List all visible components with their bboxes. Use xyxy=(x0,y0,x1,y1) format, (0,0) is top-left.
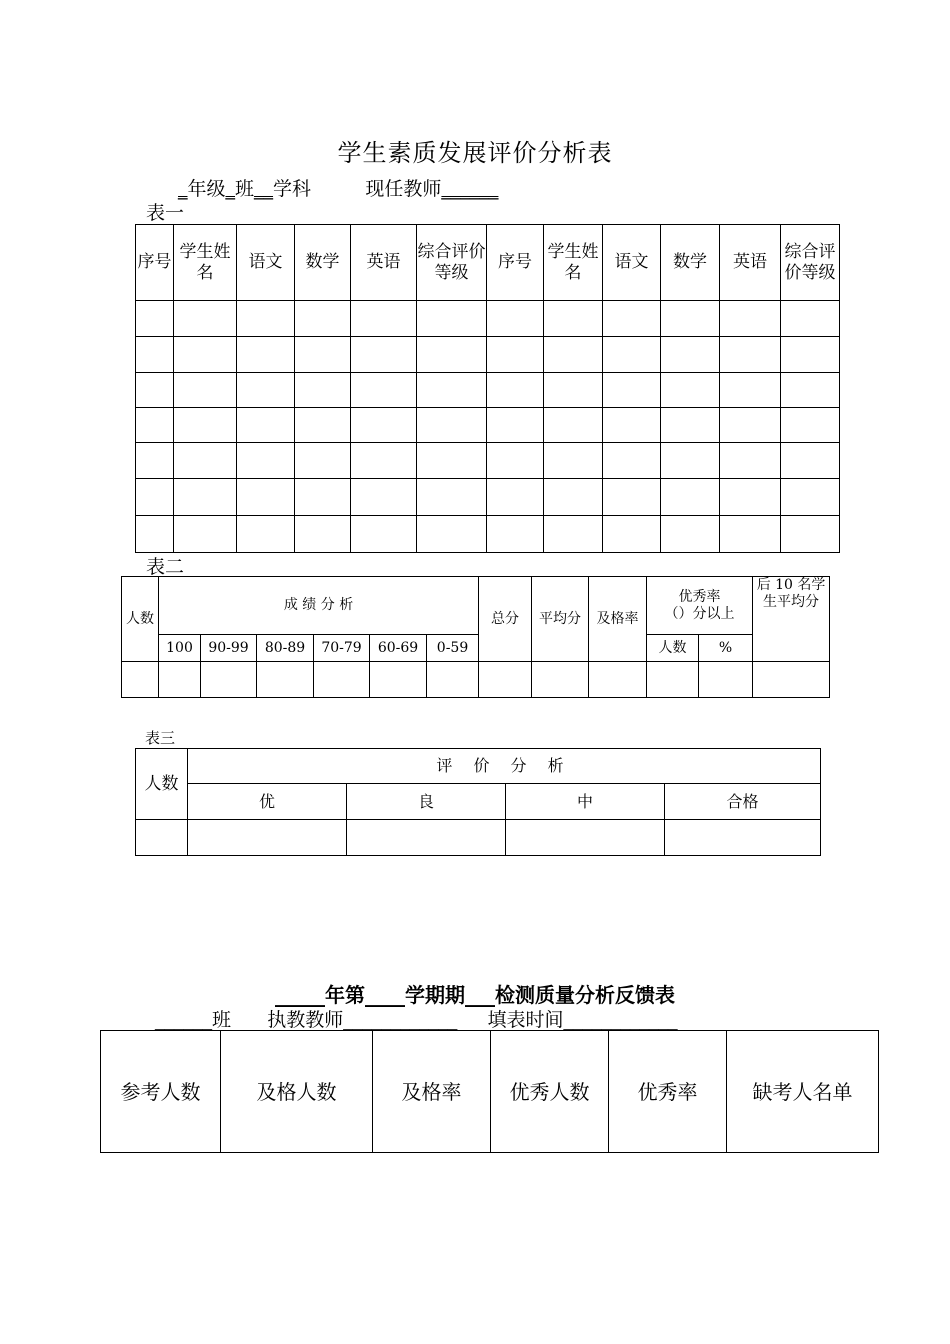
feedback-header-cell: 及格人数 xyxy=(221,1031,373,1153)
teacher-label: 现任教师 xyxy=(365,178,442,200)
table3-data-row xyxy=(136,820,821,856)
class-blank[interactable]: _ xyxy=(225,178,236,200)
table1-input-cell[interactable] xyxy=(661,408,720,443)
table1-input-cell[interactable] xyxy=(136,301,174,337)
table1-input-cell[interactable] xyxy=(720,301,781,337)
table1-input-cell[interactable] xyxy=(720,479,781,516)
table2-header-row xyxy=(122,577,830,635)
table1-header-cell: 语文 xyxy=(237,225,295,301)
date-blank[interactable]: ____________ xyxy=(563,1009,678,1031)
table1-input-cell[interactable] xyxy=(351,479,417,516)
table2-input-cell[interactable] xyxy=(427,662,479,698)
table1-input-cell[interactable] xyxy=(237,443,295,479)
table1-input-cell[interactable] xyxy=(544,373,603,408)
table1-input-cell[interactable] xyxy=(661,443,720,479)
table1-input-cell[interactable] xyxy=(781,337,840,373)
table1-input-cell[interactable] xyxy=(174,301,237,337)
excellent-count-header: 人数 xyxy=(647,635,699,662)
teacher-blank[interactable]: ______ xyxy=(441,178,499,200)
score-range-cell: 60-69 xyxy=(370,635,427,662)
table2-input-cell[interactable] xyxy=(699,662,753,698)
class-info-line xyxy=(178,174,498,201)
table1-input-cell[interactable] xyxy=(295,337,351,373)
table1-data-row xyxy=(136,408,840,443)
table1-input-cell[interactable] xyxy=(781,443,840,479)
table1-input-cell[interactable] xyxy=(544,516,603,553)
table1-input-cell[interactable] xyxy=(136,373,174,408)
table3-level-row xyxy=(136,784,821,820)
table1-input-cell[interactable] xyxy=(237,301,295,337)
table1-header-cell: 学生姓名 xyxy=(544,225,603,301)
excellent-threshold-label: （）分以上 xyxy=(664,605,735,622)
table1-input-cell[interactable] xyxy=(603,337,661,373)
score-range-cell: 0-59 xyxy=(427,635,479,662)
table2-input-cell[interactable] xyxy=(314,662,370,698)
table1-data-row xyxy=(136,373,840,408)
table2 xyxy=(121,576,830,698)
excellent-rate-label: 优秀率 xyxy=(678,588,721,605)
table2-input-cell[interactable] xyxy=(122,662,159,698)
table1-input-cell[interactable] xyxy=(174,516,237,553)
date-label: 填表时间 xyxy=(487,1009,564,1031)
people-header: 人数 xyxy=(136,749,188,820)
table3-input-cell[interactable] xyxy=(188,820,347,856)
table1-input-cell[interactable] xyxy=(661,516,720,553)
score-analysis-header: 成 绩 分 析 xyxy=(159,577,479,635)
table1-input-cell[interactable] xyxy=(720,408,781,443)
table1-input-cell[interactable] xyxy=(603,516,661,553)
table1-input-cell[interactable] xyxy=(417,337,487,373)
table1-input-cell[interactable] xyxy=(781,408,840,443)
table1-input-cell[interactable] xyxy=(417,373,487,408)
table2-input-cell[interactable] xyxy=(201,662,257,698)
excellent-percent-header: % xyxy=(699,635,753,662)
table1-data-row xyxy=(136,479,840,516)
grade-blank[interactable]: _ xyxy=(178,178,188,200)
feedback-header-row xyxy=(101,1031,879,1153)
table1-input-cell[interactable] xyxy=(295,301,351,337)
table1-input-cell[interactable] xyxy=(603,408,661,443)
table1-input-cell[interactable] xyxy=(720,337,781,373)
table1-input-cell[interactable] xyxy=(295,408,351,443)
feedback-header-cell: 参考人数 xyxy=(101,1031,221,1153)
table1-input-cell[interactable] xyxy=(351,408,417,443)
class-label: 班 xyxy=(235,178,255,200)
table1-input-cell[interactable] xyxy=(237,516,295,553)
table1-input-cell[interactable] xyxy=(781,516,840,553)
table1-header-cell: 学生姓名 xyxy=(174,225,237,301)
feedback-header-cell: 优秀率 xyxy=(609,1031,727,1153)
table1-input-cell[interactable] xyxy=(351,443,417,479)
table1-input-cell[interactable] xyxy=(487,373,544,408)
feedback-header-cell: 优秀人数 xyxy=(491,1031,609,1153)
table1-input-cell[interactable] xyxy=(351,516,417,553)
table1-input-cell[interactable] xyxy=(237,408,295,443)
level-cell: 良 xyxy=(347,784,506,820)
table1-input-cell[interactable] xyxy=(661,479,720,516)
table1-input-cell[interactable] xyxy=(487,516,544,553)
semester-label: 学期期 xyxy=(405,983,465,1007)
class-label: 班 xyxy=(212,1009,232,1031)
table1-header-cell: 综合评价等级 xyxy=(781,225,840,301)
table2-input-cell[interactable] xyxy=(532,662,589,698)
table1-input-cell[interactable] xyxy=(174,443,237,479)
table2-input-cell[interactable] xyxy=(753,662,830,698)
table1-input-cell[interactable] xyxy=(351,373,417,408)
table2-input-cell[interactable] xyxy=(647,662,699,698)
term-blank[interactable]: ___ xyxy=(465,983,495,1007)
semester-blank[interactable]: ____ xyxy=(365,983,405,1007)
feedback-title-text: 检测质量分析反馈表 xyxy=(495,983,675,1007)
feedback-title xyxy=(0,979,950,1008)
table1-input-cell[interactable] xyxy=(136,408,174,443)
table1-input-cell[interactable] xyxy=(661,337,720,373)
table1-header-cell: 综合评价等级 xyxy=(417,225,487,301)
table1-input-cell[interactable] xyxy=(295,373,351,408)
table2-data-row xyxy=(122,662,830,698)
table1-input-cell[interactable] xyxy=(237,337,295,373)
people-header: 人数 xyxy=(122,577,159,662)
table1-input-cell[interactable] xyxy=(544,408,603,443)
table1-input-cell[interactable] xyxy=(417,516,487,553)
year-blank[interactable]: _____ xyxy=(275,983,325,1007)
page-title: 学生素质发展评价分析表 xyxy=(337,139,613,167)
table1-caption: 表一 xyxy=(146,202,185,224)
subject-blank[interactable]: __ xyxy=(254,178,274,200)
table1-input-cell[interactable] xyxy=(544,301,603,337)
table1-input-cell[interactable] xyxy=(174,337,237,373)
table2-input-cell[interactable] xyxy=(257,662,314,698)
table1-header-cell: 数学 xyxy=(661,225,720,301)
table1-header-cell: 语文 xyxy=(603,225,661,301)
pass-rate-header: 及格率 xyxy=(589,577,647,662)
table1-header-cell: 序号 xyxy=(487,225,544,301)
table1-input-cell[interactable] xyxy=(781,301,840,337)
subject-label: 学科 xyxy=(273,178,312,200)
table3 xyxy=(135,748,821,856)
year-label: 年第 xyxy=(325,983,365,1007)
table1-header-cell: 数学 xyxy=(295,225,351,301)
table3-caption: 表三 xyxy=(145,729,176,747)
table1-input-cell[interactable] xyxy=(487,443,544,479)
feedback-table xyxy=(100,1030,879,1153)
table1-input-cell[interactable] xyxy=(487,408,544,443)
table2-caption: 表二 xyxy=(146,556,185,578)
table1-header-cell: 序号 xyxy=(136,225,174,301)
table1-input-cell[interactable] xyxy=(603,443,661,479)
table1-input-cell[interactable] xyxy=(237,479,295,516)
table1-input-cell[interactable] xyxy=(417,443,487,479)
level-cell: 优 xyxy=(188,784,347,820)
table1-input-cell[interactable] xyxy=(136,337,174,373)
table1-input-cell[interactable] xyxy=(603,479,661,516)
evaluation-analysis-header: 评 价 分 析 xyxy=(188,749,821,784)
table1-input-cell[interactable] xyxy=(781,373,840,408)
table3-input-cell[interactable] xyxy=(136,820,188,856)
table2-input-cell[interactable] xyxy=(159,662,201,698)
table1-input-cell[interactable] xyxy=(417,408,487,443)
score-range-cell: 80-89 xyxy=(257,635,314,662)
score-range-cell: 70-79 xyxy=(314,635,370,662)
table1-input-cell[interactable] xyxy=(136,443,174,479)
table1-input-cell[interactable] xyxy=(136,479,174,516)
table1-input-cell[interactable] xyxy=(351,337,417,373)
table1 xyxy=(135,224,840,553)
table1-input-cell[interactable] xyxy=(417,301,487,337)
table1-input-cell[interactable] xyxy=(174,408,237,443)
table1-header-row xyxy=(136,225,840,301)
table1-header-cell: 英语 xyxy=(351,225,417,301)
table1-input-cell[interactable] xyxy=(295,479,351,516)
table1-input-cell[interactable] xyxy=(603,301,661,337)
table3-input-cell[interactable] xyxy=(347,820,506,856)
table1-data-row xyxy=(136,443,840,479)
average-score-header: 平均分 xyxy=(532,577,589,662)
feedback-info-line xyxy=(155,1005,678,1032)
table1-input-cell[interactable] xyxy=(136,516,174,553)
table2-input-cell[interactable] xyxy=(479,662,532,698)
table2-input-cell[interactable] xyxy=(589,662,647,698)
table1-input-cell[interactable] xyxy=(720,443,781,479)
feedback-header-cell: 缺考人名单 xyxy=(727,1031,879,1153)
table1-input-cell[interactable] xyxy=(351,301,417,337)
table1-input-cell[interactable] xyxy=(487,479,544,516)
score-range-cell: 90-99 xyxy=(201,635,257,662)
grade-label: 年级 xyxy=(187,178,226,200)
table1-input-cell[interactable] xyxy=(544,443,603,479)
table1-input-cell[interactable] xyxy=(544,337,603,373)
level-cell: 中 xyxy=(506,784,665,820)
table1-input-cell[interactable] xyxy=(720,516,781,553)
table1-input-cell[interactable] xyxy=(174,479,237,516)
feedback-header-cell: 及格率 xyxy=(373,1031,491,1153)
class-blank[interactable]: ______ xyxy=(155,1009,212,1031)
table1-input-cell[interactable] xyxy=(603,373,661,408)
table1-input-cell[interactable] xyxy=(174,373,237,408)
table1-header-cell: 英语 xyxy=(720,225,781,301)
table1-data-row xyxy=(136,301,840,337)
table1-input-cell[interactable] xyxy=(417,479,487,516)
bottom10-average-header: 后 10 名学生平均分 xyxy=(753,577,830,662)
teacher-blank[interactable]: ____________ xyxy=(343,1009,458,1031)
table3-header-row xyxy=(136,749,821,784)
total-score-header: 总分 xyxy=(479,577,532,662)
score-range-cell: 100 xyxy=(159,635,201,662)
table1-input-cell[interactable] xyxy=(237,373,295,408)
table1-input-cell[interactable] xyxy=(487,301,544,337)
teacher-label: 执教教师 xyxy=(267,1009,344,1031)
table1-input-cell[interactable] xyxy=(661,373,720,408)
table1-input-cell[interactable] xyxy=(544,479,603,516)
table1-input-cell[interactable] xyxy=(487,337,544,373)
table3-input-cell[interactable] xyxy=(665,820,821,856)
table1-data-row xyxy=(136,337,840,373)
table1-data-row xyxy=(136,516,840,553)
table3-input-cell[interactable] xyxy=(506,820,665,856)
table1-input-cell[interactable] xyxy=(295,516,351,553)
table1-input-cell[interactable] xyxy=(661,301,720,337)
table1-input-cell[interactable] xyxy=(720,373,781,408)
table1-input-cell[interactable] xyxy=(781,479,840,516)
table2-subheader-row xyxy=(122,635,830,662)
excellent-rate-header xyxy=(647,577,753,635)
table2-input-cell[interactable] xyxy=(370,662,427,698)
table1-input-cell[interactable] xyxy=(295,443,351,479)
level-cell: 合格 xyxy=(665,784,821,820)
